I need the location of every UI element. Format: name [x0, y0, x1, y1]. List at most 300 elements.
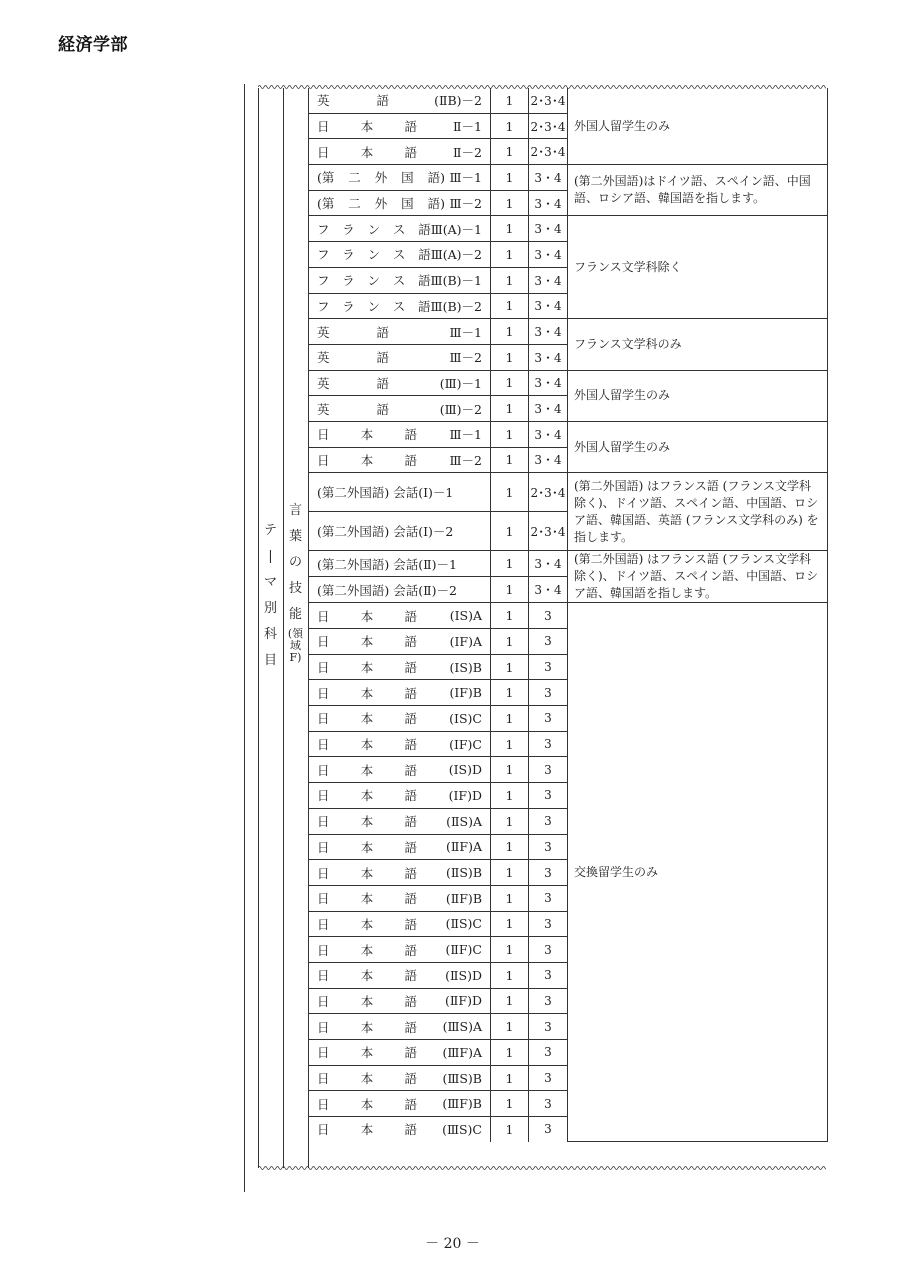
course-name-part: 日	[317, 993, 330, 1009]
credit-cell: 1	[491, 1117, 529, 1142]
credit-cell: 1	[491, 603, 529, 629]
course-name-part: 二	[348, 170, 361, 186]
course-code: Ⅲ(A)－2	[430, 247, 482, 263]
year-cell: 2･3･4	[529, 139, 568, 165]
note-cell: 交換留学生のみ	[568, 603, 828, 1142]
table-row	[309, 370, 828, 396]
course-name-part: 英	[317, 324, 330, 340]
credit-cell: 1	[491, 165, 529, 191]
credit-cell: 1	[491, 808, 529, 834]
credit-cell: 1	[491, 242, 529, 268]
course-code: (ⅠF)D	[448, 787, 482, 803]
course-name-part: 語	[404, 737, 417, 753]
credit-cell: 1	[491, 512, 529, 551]
course-code: (ⅡB)－2	[434, 93, 482, 109]
course-name-part: 語	[404, 1122, 417, 1138]
course-code: Ⅱ－1	[453, 119, 482, 135]
course-name-part: 語	[404, 119, 417, 135]
course-name-part: 語	[376, 93, 389, 109]
course-name-part: 語	[404, 1071, 417, 1087]
course-name-cell	[309, 629, 491, 655]
course-name-part: 日	[317, 942, 330, 958]
course-name-cell	[309, 267, 491, 293]
course-name-part: 語	[404, 762, 417, 778]
course-name-part: 語	[418, 273, 431, 289]
category-theme-char: 目	[263, 653, 277, 668]
credit-cell: 1	[491, 860, 529, 886]
course-name-part: 日	[317, 1096, 330, 1112]
credit-cell: 1	[491, 113, 529, 139]
course-name-part: ス	[392, 298, 406, 314]
credit-cell: 1	[491, 216, 529, 242]
course-name-cell	[309, 1117, 491, 1142]
course-name-cell	[309, 139, 491, 165]
course-name-part: 語	[404, 660, 417, 676]
course-name-part: 日	[317, 916, 330, 932]
table-row	[309, 88, 828, 113]
course-code: Ⅲ－2	[449, 196, 482, 212]
year-cell: 3	[529, 629, 568, 655]
course-code: (ⅠS)A	[449, 608, 482, 624]
course-name-part: (第	[317, 196, 335, 212]
credit-cell: 1	[491, 911, 529, 937]
course-name-cell	[309, 319, 491, 345]
credit-cell: 1	[491, 706, 529, 732]
course-name-part: ン	[367, 273, 381, 289]
year-cell: 3	[529, 603, 568, 629]
course-name-cell	[309, 988, 491, 1014]
course-name-cell	[309, 551, 491, 577]
course-code: (ⅡS)C	[445, 916, 482, 932]
course-name-cell	[309, 190, 491, 216]
course-name-cell	[309, 113, 491, 139]
course-code: (ⅢS)A	[442, 1019, 482, 1035]
course-name-part: フ	[317, 247, 330, 263]
course-name-part: 語	[376, 350, 389, 366]
year-cell: 3	[529, 1117, 568, 1142]
course-name-part: 日	[317, 608, 330, 624]
course-name-part: 本	[360, 1045, 374, 1061]
credit-cell: 1	[491, 1065, 529, 1091]
year-cell: 3	[529, 962, 568, 988]
course-code: (ⅠF)C	[449, 736, 482, 752]
year-cell: 2･3･4	[529, 473, 568, 512]
course-name-cell	[309, 834, 491, 860]
course-name-part: フ	[317, 273, 330, 289]
course-code: (ⅢS)C	[442, 1121, 482, 1137]
category-theme-char: |	[268, 549, 273, 564]
course-name-part: 語	[418, 298, 431, 314]
note-cell: (第二外国語)はドイツ語、スペイン語、中国語、ロシア語、韓国語を指します。	[568, 165, 828, 216]
course-table	[308, 88, 828, 1142]
course-name-part: 本	[360, 788, 374, 804]
year-cell: 3	[529, 988, 568, 1014]
course-name-part: 英	[317, 375, 330, 391]
course-name-part: 本	[360, 685, 374, 701]
category-theme-char: 別	[263, 601, 277, 616]
credit-cell: 1	[491, 473, 529, 512]
course-name-part: 本	[360, 1096, 374, 1112]
course-name-part: 日	[317, 737, 330, 753]
course-code: Ⅲ－2	[449, 350, 482, 366]
course-name-part: ン	[367, 298, 381, 314]
year-cell: 3・4	[529, 577, 568, 603]
course-name-cell	[309, 1040, 491, 1066]
note-cell: 外国人留学生のみ	[568, 370, 828, 421]
course-code: (Ⅲ)－1	[439, 375, 482, 391]
course-name-part: 語	[404, 1096, 417, 1112]
course-name-part: 日	[317, 660, 330, 676]
course-name-cell	[309, 293, 491, 319]
course-name-part: 二	[348, 196, 361, 212]
course-name-part: 本	[360, 814, 374, 830]
year-cell: 2･3･4	[529, 88, 568, 113]
category-domain-char: 域	[290, 639, 301, 652]
category-language-char: 言	[288, 503, 302, 518]
course-name-part: 日	[317, 1071, 330, 1087]
course-name-part: 日	[317, 1019, 330, 1035]
credit-cell: 1	[491, 319, 529, 345]
course-name-part: 語	[404, 814, 417, 830]
course-name-part: 日	[317, 634, 330, 650]
note-cell: (第二外国語) はフランス語 (フランス文学科除く)、ドイツ語、スペイン語、中国語、ロシア語、韓国語、英語 (フランス文学科のみ) を指します。	[568, 473, 828, 551]
course-name-part: 本	[360, 891, 374, 907]
course-name-part: 語	[404, 839, 417, 855]
category-language-char: 技	[288, 581, 302, 596]
course-name-cell	[309, 1091, 491, 1117]
credit-cell: 1	[491, 139, 529, 165]
note-cell: フランス文学科除く	[568, 216, 828, 319]
year-cell: 3・4	[529, 165, 568, 191]
course-name-part: 語)	[427, 196, 445, 212]
table-row	[309, 319, 828, 345]
course-name-part: 日	[317, 891, 330, 907]
course-name-part: 日	[317, 839, 330, 855]
year-cell: 3・4	[529, 216, 568, 242]
course-name-part: 日	[317, 1122, 330, 1138]
credit-cell: 1	[491, 962, 529, 988]
course-name-cell	[309, 860, 491, 886]
category-language-skills	[283, 88, 309, 1168]
course-name-part: ラ	[342, 273, 355, 289]
course-code: (ⅡF)A	[446, 839, 482, 855]
course-code: Ⅲ－1	[449, 427, 482, 443]
course-code: Ⅲ(A)－1	[430, 221, 482, 237]
year-cell: 3	[529, 937, 568, 963]
course-name-part: 日	[317, 814, 330, 830]
course-code: Ⅲ－2	[449, 452, 482, 468]
note-cell: (第二外国語) はフランス語 (フランス文学科除く)、ドイツ語、スペイン語、中国語、ロシア語、韓国語を指します。	[568, 551, 828, 603]
credit-cell: 1	[491, 1040, 529, 1066]
course-code: (ⅡS)D	[445, 967, 482, 983]
year-cell: 3	[529, 706, 568, 732]
course-name-part: 語	[418, 247, 431, 263]
course-name-part: 語	[404, 452, 417, 468]
category-theme-subjects	[258, 88, 284, 1168]
category-theme-char: テ	[263, 523, 277, 538]
course-code: (ⅡF)B	[445, 890, 482, 906]
course-name-part: 本	[360, 737, 374, 753]
course-code: (ⅠS)B	[449, 659, 482, 675]
category-theme-char: マ	[263, 575, 277, 590]
note-cell: フランス文学科のみ	[568, 319, 828, 370]
table-row	[309, 551, 828, 577]
course-name-cell	[309, 396, 491, 422]
course-name-part: 語	[404, 144, 417, 160]
table-row	[309, 421, 828, 447]
course-name-part: 本	[360, 608, 374, 624]
course-name-part: 語)	[427, 170, 445, 186]
year-cell: 3・4	[529, 267, 568, 293]
credit-cell: 1	[491, 370, 529, 396]
year-cell: 3	[529, 860, 568, 886]
course-name-cell	[309, 242, 491, 268]
course-name-part: 英	[317, 401, 330, 417]
category-language-char: の	[288, 555, 302, 570]
course-name-part: 英	[317, 93, 330, 109]
course-name-part: 語	[404, 942, 417, 958]
credit-cell: 1	[491, 293, 529, 319]
course-code: (ⅡF)C	[445, 942, 482, 958]
course-name-part: 語	[404, 993, 417, 1009]
course-name-part: 語	[418, 221, 431, 237]
course-name-part: 本	[360, 1071, 374, 1087]
course-code: (Ⅲ)－2	[439, 401, 482, 417]
course-name-part: 語	[404, 1045, 417, 1061]
course-name-cell	[309, 1014, 491, 1040]
year-cell: 3	[529, 911, 568, 937]
credit-cell: 1	[491, 885, 529, 911]
course-name-part: 語	[404, 1019, 417, 1035]
course-name-cell	[309, 88, 491, 113]
year-cell: 3・4	[529, 447, 568, 473]
course-code: (ⅠF)A	[449, 633, 482, 649]
course-name-cell	[309, 808, 491, 834]
credit-cell: 1	[491, 988, 529, 1014]
course-code: (ⅡF)D	[445, 993, 482, 1009]
category-theme-label	[258, 518, 283, 674]
course-name-part: 語	[404, 968, 417, 984]
course-name-part: 本	[360, 865, 374, 881]
course-name-part: 語	[404, 711, 417, 727]
course-name-part: 本	[360, 942, 374, 958]
category-language-label	[283, 498, 308, 664]
credit-cell: 1	[491, 783, 529, 809]
course-name-part: 語	[404, 865, 417, 881]
course-name-part: ン	[367, 221, 381, 237]
credit-cell: 1	[491, 731, 529, 757]
note-cell: 外国人留学生のみ	[568, 421, 828, 472]
course-name-part: (第二外国語) 会話(Ⅰ)－2	[317, 524, 454, 540]
course-name-part: 本	[360, 916, 374, 932]
credit-cell: 1	[491, 629, 529, 655]
course-code: (ⅢF)B	[442, 1096, 482, 1112]
table-row	[309, 473, 828, 512]
course-name-part: 語	[404, 427, 417, 443]
course-name-part: 本	[360, 1019, 374, 1035]
year-cell: 3	[529, 1091, 568, 1117]
course-name-part: 日	[317, 119, 330, 135]
course-name-part: 外	[374, 170, 388, 186]
credit-cell: 1	[491, 937, 529, 963]
credit-cell: 1	[491, 1091, 529, 1117]
course-name-part: 日	[317, 788, 330, 804]
year-cell: 2･3･4	[529, 113, 568, 139]
course-name-part: 語	[404, 685, 417, 701]
course-name-cell	[309, 654, 491, 680]
course-name-cell	[309, 962, 491, 988]
page-number: － 20 －	[425, 1236, 480, 1252]
year-cell: 3	[529, 680, 568, 706]
year-cell: 3・4	[529, 396, 568, 422]
course-name-cell	[309, 603, 491, 629]
credit-cell: 1	[491, 834, 529, 860]
year-cell: 2･3･4	[529, 512, 568, 551]
course-name-part: 日	[317, 685, 330, 701]
course-code: (ⅠS)C	[449, 710, 482, 726]
category-language-char: 能	[288, 607, 302, 622]
course-name-part: 本	[360, 427, 374, 443]
course-name-part: 語	[404, 608, 417, 624]
course-code: (ⅢS)B	[442, 1070, 482, 1086]
course-name-part: 国	[401, 170, 414, 186]
department-title: 経済学部	[58, 35, 128, 55]
credit-cell: 1	[491, 577, 529, 603]
course-name-part: (第二外国語) 会話(Ⅱ)－1	[317, 556, 457, 572]
table-row	[309, 165, 828, 191]
course-name-cell	[309, 731, 491, 757]
course-name-cell	[309, 706, 491, 732]
category-language-char: 葉	[288, 529, 302, 544]
year-cell: 3	[529, 757, 568, 783]
course-code: Ⅲ(B)－2	[430, 298, 482, 314]
course-name-cell	[309, 783, 491, 809]
course-name-part: ン	[367, 247, 381, 263]
course-name-part: 語	[376, 401, 389, 417]
category-theme-char: 科	[263, 627, 277, 642]
course-code: Ⅱ－2	[453, 144, 482, 160]
course-name-part: (第二外国語) 会話(Ⅱ)－2	[317, 582, 457, 598]
course-name-part: 本	[360, 144, 374, 160]
course-name-part: ス	[392, 273, 406, 289]
course-code: (ⅡS)A	[446, 813, 482, 829]
course-name-part: 本	[360, 993, 374, 1009]
category-domain-char: F)	[289, 651, 302, 664]
course-name-part: ス	[392, 221, 406, 237]
course-name-part: ラ	[342, 298, 355, 314]
course-name-part: 日	[317, 762, 330, 778]
course-name-part: 日	[317, 1045, 330, 1061]
year-cell: 3・4	[529, 421, 568, 447]
course-name-part: 語	[376, 324, 389, 340]
year-cell: 3	[529, 885, 568, 911]
course-name-cell	[309, 937, 491, 963]
course-name-part: 日	[317, 427, 330, 443]
course-name-part: 本	[360, 1122, 374, 1138]
year-cell: 3・4	[529, 293, 568, 319]
course-code: Ⅲ－1	[449, 324, 482, 340]
course-name-part: 本	[360, 452, 374, 468]
credit-cell: 1	[491, 88, 529, 113]
course-name-cell	[309, 911, 491, 937]
year-cell: 3・4	[529, 344, 568, 370]
course-name-part: 本	[360, 660, 374, 676]
year-cell: 3	[529, 731, 568, 757]
credit-cell: 1	[491, 190, 529, 216]
year-cell: 3	[529, 1040, 568, 1066]
category-domain-char: (領	[287, 627, 304, 640]
year-cell: 3	[529, 654, 568, 680]
course-name-part: 日	[317, 144, 330, 160]
course-name-part: 日	[317, 968, 330, 984]
course-name-cell	[309, 1065, 491, 1091]
credit-cell: 1	[491, 421, 529, 447]
course-name-cell	[309, 757, 491, 783]
course-name-cell	[309, 512, 491, 551]
course-name-cell	[309, 680, 491, 706]
credit-cell: 1	[491, 680, 529, 706]
year-cell: 3・4	[529, 190, 568, 216]
course-name-part: 本	[360, 119, 374, 135]
course-name-part: 語	[376, 375, 389, 391]
table-row	[309, 216, 828, 242]
course-name-part: ラ	[342, 221, 355, 237]
year-cell: 3・4	[529, 370, 568, 396]
course-name-part: フ	[317, 221, 330, 237]
course-name-part: 本	[360, 762, 374, 778]
margin-line	[244, 84, 245, 1192]
course-name-cell	[309, 216, 491, 242]
course-name-part: 語	[404, 916, 417, 932]
credit-cell: 1	[491, 344, 529, 370]
course-name-cell	[309, 165, 491, 191]
year-cell: 3・4	[529, 242, 568, 268]
course-name-part: 国	[401, 196, 414, 212]
course-name-part: フ	[317, 298, 330, 314]
year-cell: 3	[529, 783, 568, 809]
course-name-cell	[309, 370, 491, 396]
course-name-part: 本	[360, 634, 374, 650]
course-code: (ⅡS)B	[446, 865, 482, 881]
course-code: Ⅲ(B)－1	[430, 273, 482, 289]
table-row	[309, 603, 828, 629]
course-name-cell	[309, 421, 491, 447]
credit-cell: 1	[491, 447, 529, 473]
course-name-part: 語	[404, 788, 417, 804]
course-name-part: 外	[374, 196, 388, 212]
course-code: (ⅠS)D	[448, 762, 482, 778]
course-name-part: 日	[317, 452, 330, 468]
year-cell: 3	[529, 1014, 568, 1040]
course-name-part: 本	[360, 968, 374, 984]
course-name-cell	[309, 447, 491, 473]
credit-cell: 1	[491, 757, 529, 783]
credit-cell: 1	[491, 551, 529, 577]
course-code: (ⅠF)B	[449, 685, 482, 701]
year-cell: 3・4	[529, 319, 568, 345]
year-cell: 3	[529, 834, 568, 860]
credit-cell: 1	[491, 267, 529, 293]
course-name-part: (第二外国語) 会話(Ⅰ)－1	[317, 485, 454, 501]
course-name-part: 語	[404, 891, 417, 907]
course-name-cell	[309, 473, 491, 512]
year-cell: 3・4	[529, 551, 568, 577]
note-cell: 外国人留学生のみ	[568, 88, 828, 165]
course-name-part: 日	[317, 711, 330, 727]
course-name-part: 英	[317, 350, 330, 366]
course-name-cell	[309, 344, 491, 370]
course-name-part: 本	[360, 839, 374, 855]
